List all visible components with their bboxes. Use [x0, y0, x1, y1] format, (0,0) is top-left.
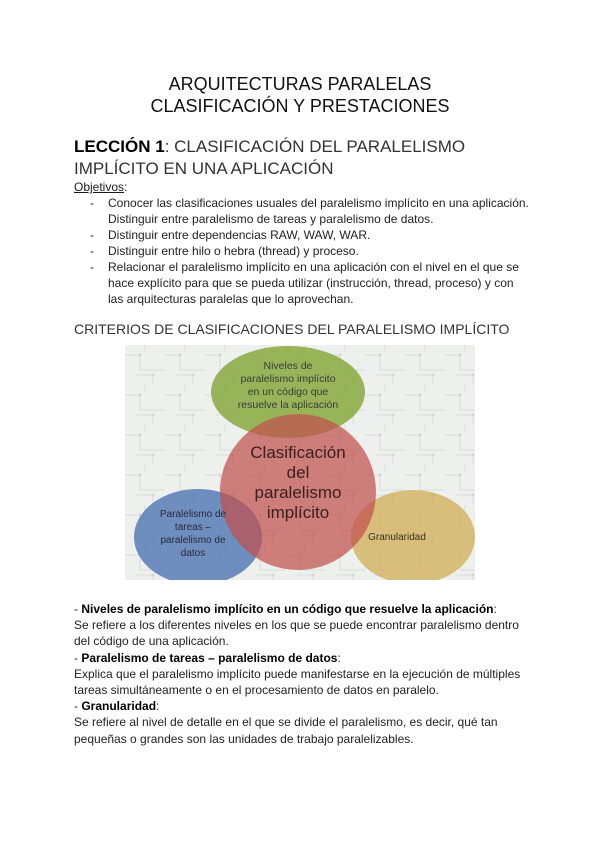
section-title: Granularidad: [81, 699, 157, 714]
objective-item: - Conocer las clasificaciones usuales del paralelismo implícito en una aplicación. Distinguir entre paralelismo de tareas y paralelismo de datos.: [90, 195, 530, 227]
center-label-line: Clasificación: [250, 443, 346, 462]
objectives-label-wrap: [74, 180, 127, 194]
section-dash: -: [74, 602, 82, 616]
classification-diagram: [125, 345, 475, 580]
lesson-heading-text: : CLASIFICACIÓN DEL PARALELISMO: [164, 137, 466, 156]
section-heading: [74, 698, 534, 714]
section-dash: -: [74, 650, 82, 665]
lesson-label: LECCIÓN 1: [74, 137, 165, 156]
objectives-label: Objetivos: [74, 180, 125, 194]
section-heading: [74, 601, 534, 617]
section-text: Explica que el paralelismo implícito puede manifestarse en la ejecución de múltiples tareas simultáneamente o en el procesamiento de datos en paralelo.: [74, 666, 521, 698]
section-title: Niveles de paralelismo implícito en un código que resuelve la aplicación: [81, 602, 494, 616]
left-label-line: datos: [180, 548, 206, 559]
center-label-line: del: [286, 463, 310, 482]
left-label-line: tareas –: [174, 522, 212, 533]
section-text: Se refiere a los diferentes niveles en los que se puede encontrar paralelismo dentro del código de una aplicación.: [74, 618, 519, 649]
venn-diagram: [125, 345, 475, 580]
lesson-heading: [74, 136, 465, 158]
section-colon: :: [337, 650, 341, 665]
objective-item: - Distinguir entre hilo o hebra (thread) y proceso.: [90, 243, 530, 259]
center-label-line: paralelismo: [254, 483, 342, 502]
left-label-line: paralelismo de: [160, 535, 226, 546]
objectives-list: [90, 195, 530, 307]
section-text: Se refiere al nivel de detalle en el que se divide el paralelismo, es decir, qué tan pequeñas o grandes son las unidades de trabajo paralelizables.: [74, 715, 498, 746]
objectives-colon: :: [124, 180, 128, 194]
center-label-line: implícito: [266, 503, 330, 522]
explanations: [74, 601, 534, 747]
right-label: Granularidad: [368, 532, 426, 543]
objective-item: - Relacionar el paralelismo implícito en una aplicación con el nivel en el que se hace explícito para que se pueda utilizar (instrucción, thread, proceso) y con las arquitecturas paralelas que lo aprovechan.: [90, 259, 530, 307]
section-colon: :: [493, 602, 497, 616]
section-title: Paralelismo de tareas – paralelismo de datos: [81, 650, 338, 665]
section-colon: :: [156, 699, 160, 714]
document-title-line-2: CLASIFICACIÓN Y PRESTACIONES: [150, 96, 450, 116]
top-label-line: paralelismo implícito: [240, 373, 336, 385]
section-dash: -: [74, 699, 82, 714]
lesson-heading-line-2: IMPLÍCITO EN UNA APLICACIÓN: [74, 159, 334, 178]
document-title-line-1: ARQUITECTURAS PARALELAS: [168, 74, 432, 94]
section-heading: [74, 650, 534, 666]
criteria-heading: CRITERIOS DE CLASIFICACIONES DEL PARALELISMO IMPLÍCITO: [74, 321, 510, 337]
objective-item: - Distinguir entre dependencias RAW, WAW, WAR.: [90, 227, 530, 243]
top-label-line: en un código que: [247, 386, 329, 398]
left-label-line: Paralelismo de: [159, 509, 227, 520]
top-label-line: Niveles de: [263, 360, 313, 372]
top-label-line: resuelve la aplicación: [237, 399, 339, 411]
